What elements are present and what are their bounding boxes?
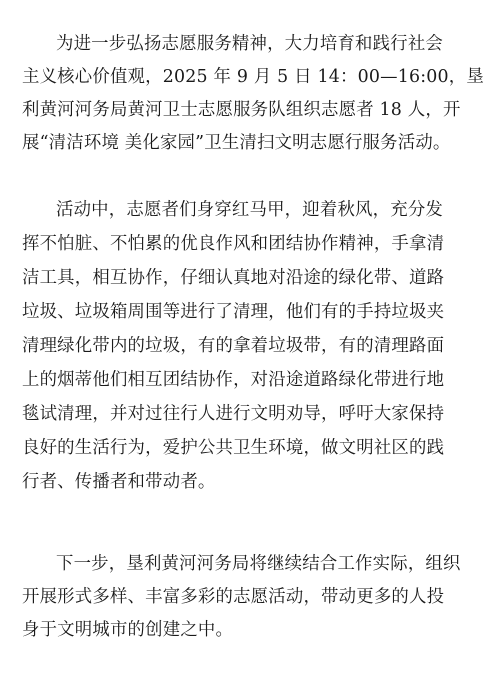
text-line: 活动中，志愿者们身穿红马甲，迎着秋风，充分发 <box>56 200 443 220</box>
text-line: 展“清洁环境 美化家园”卫生清扫文明志愿行服务活动。 <box>22 133 451 153</box>
paragraph-activity <box>22 193 444 499</box>
text-line: 为进一步弘扬志愿服务精神，大力培育和践行社会 <box>56 34 443 54</box>
text-line: 垃圾、垃圾箱周围等进行了清理，他们有的手持垃圾夹 <box>22 302 445 322</box>
text-line: 毯试清理，并对过往行人进行文明劝导，呼吁大家保持 <box>22 404 445 424</box>
text-line: 清理绿化带内的垃圾，有的拿着垃圾带，有的清理路面 <box>22 336 445 356</box>
text-line: 挥不怕脏、不怕累的优良作风和团结协作精神，手拿清 <box>22 234 445 254</box>
paragraph-intro <box>22 28 484 160</box>
text-line: 行者、传播者和带动者。 <box>22 472 216 492</box>
paragraph-next-step <box>22 548 461 647</box>
text-line: 身于文明城市的创建之中。 <box>22 620 234 640</box>
text-line: 洁工具，相互协作，仔细认真地对沿途的绿化带、道路 <box>22 268 445 288</box>
text-line: 良好的生活行为，爱护公共卫生环境，做文明社区的践 <box>22 438 445 458</box>
text-line: 开展形式多样、丰富多彩的志愿活动，带动更多的人投 <box>22 587 445 607</box>
text-line: 上的烟蒂他们相互团结协作，对沿途道路绿化带进行地 <box>22 370 445 390</box>
text-line: 主义核心价值观，2025 年 9 月 5 日 14：00—16:00，垦 <box>22 67 484 87</box>
text-line: 下一步，垦利黄河河务局将继续结合工作实际，组织 <box>56 554 461 574</box>
text-line: 利黄河河务局黄河卫士志愿服务队组织志愿者 18 人，开 <box>22 100 461 120</box>
